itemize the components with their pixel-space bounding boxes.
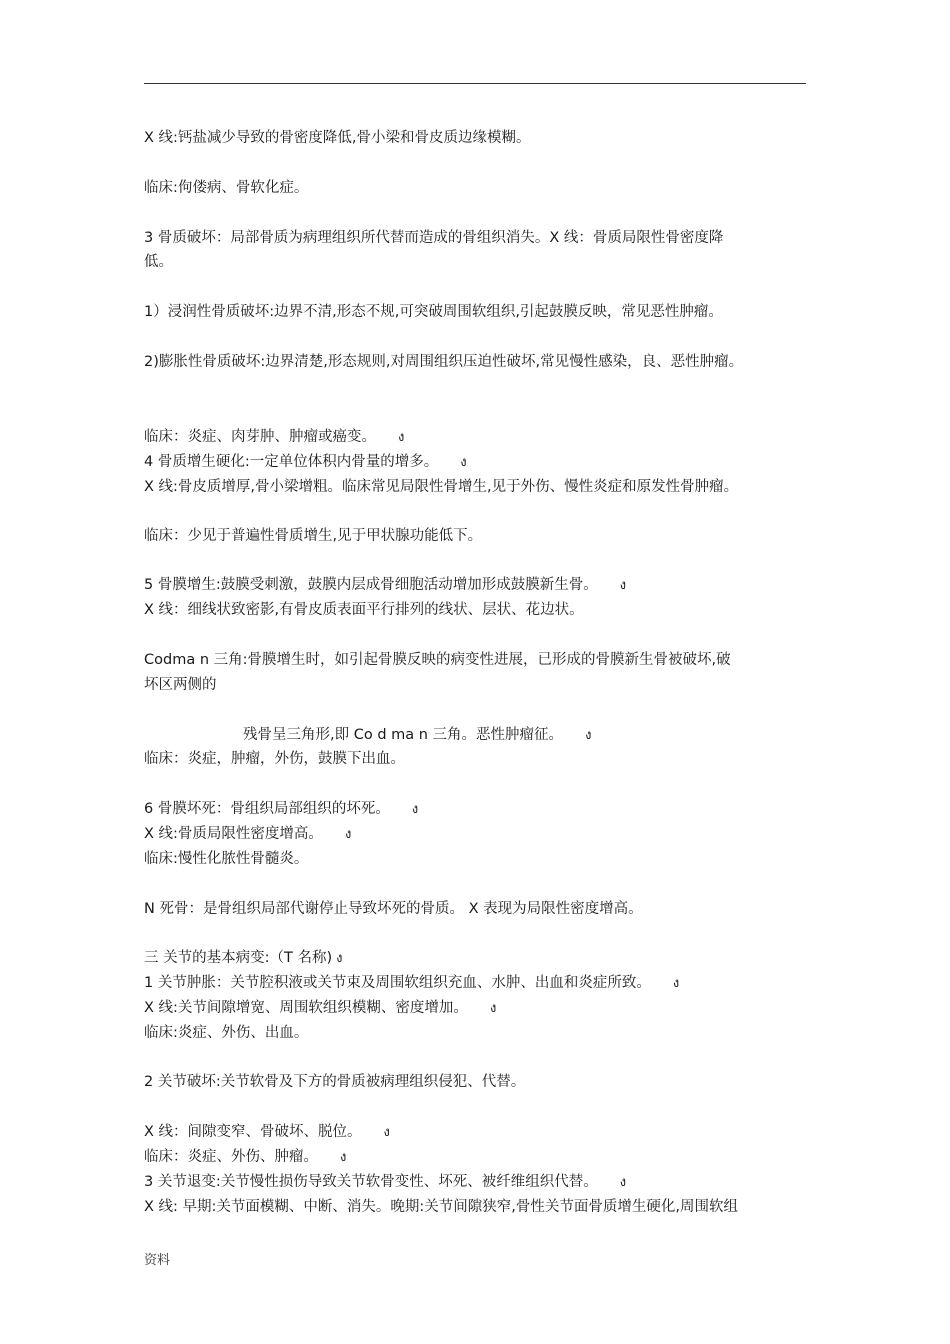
text-line: 临床：炎症、肉芽肿、肿瘤或癌变。 ง — [144, 429, 405, 445]
header-rule — [144, 83, 806, 84]
paragraph-mark: ง — [619, 578, 627, 593]
paragraph-mark: ง — [411, 802, 419, 817]
paragraph-mark: ง — [383, 1125, 390, 1140]
text-line: 1 关节肿胀：关节腔积液或关节束及周围软组织充血、水肿、出血和炎症所致。 ง — [144, 975, 680, 991]
text-line: X 线:骨质局限性密度增高。 ง — [144, 826, 352, 842]
page-footer: 资料 — [144, 1253, 171, 1268]
text-line: Codma n 三角:骨膜增生时，如引起骨膜反映的病变性进展，已形成的骨膜新生骨被破坏,破 — [144, 652, 731, 668]
text-line: N 死骨：是骨组织局部代谢停止导致坏死的骨质。 X 表现为局限性密度增高。 — [144, 901, 643, 917]
text-line: 3 关节退变:关节慢性损伤导致关节软骨变性、坏死、被纤维组织代替。 ง — [144, 1174, 627, 1190]
text-line: 残骨呈三角形,即 Co d ma n 三角。恶性肿瘤征。 ง — [243, 727, 592, 743]
text-line: 3 骨质破坏：局部骨质为病理组织所代替而造成的骨组织消失。X 线：骨质局限性骨密度降 — [144, 230, 724, 246]
text-line: 临床:慢性化脓性骨髓炎。 — [144, 851, 309, 867]
text-line: 临床:炎症、外伤、出血。 — [144, 1025, 309, 1041]
text-line: 临床：炎症、外伤、肿瘤。 ง — [144, 1149, 347, 1165]
text-line: 1）浸润性骨质破坏:边界不清,形态不规,可突破周围软组织,引起鼓膜反映，常见恶性肿瘤。 — [144, 304, 723, 320]
text-line: 2)膨胀性骨质破坏:边界清楚,形态规则,对周围组织压迫性破坏,常见慢性感染，良、恶性肿瘤。 — [144, 354, 744, 370]
paragraph-mark: ง — [398, 430, 405, 445]
text-line: 三 关节的基本病变:（T 名称) ง — [144, 950, 343, 966]
text-line: 6 骨膜坏死：骨组织局部组织的坏死。 ง — [144, 801, 419, 817]
text-line: 临床：炎症，肿瘤，外伤，鼓膜下出血。 — [144, 751, 405, 767]
text-line: X 线:关节间隙增宽、周围软组织模糊、密度增加。 ง — [144, 1000, 497, 1016]
text-line: X 线：间隙变窄、骨破坏、脱位。 ง — [144, 1124, 390, 1140]
paragraph-mark: ง — [460, 455, 467, 470]
text-line: X 线：细线状致密影,有骨皮质表面平行排列的线状、层状、花边状。 — [144, 602, 584, 618]
paragraph-mark: ง — [336, 951, 343, 966]
text-line: 坏区两侧的 — [144, 677, 217, 693]
text-line: 5 骨膜增生:鼓膜受刺激，鼓膜内层成骨细胞活动增加形成鼓膜新生骨。 ง — [144, 577, 627, 593]
text-line: 2 关节破坏:关节软骨及下方的骨质被病理组织侵犯、代替。 — [144, 1074, 526, 1090]
text-line: 低。 — [144, 254, 173, 270]
paragraph-mark: ง — [344, 827, 352, 842]
text-line: 4 骨质增生硬化:一定单位体积内骨量的增多。 ง — [144, 454, 467, 470]
paragraph-mark: ง — [672, 976, 680, 991]
text-line: 临床：少见于普遍性骨质增生,见于甲状腺功能低下。 — [144, 528, 483, 544]
paragraph-mark: ง — [340, 1150, 347, 1165]
text-line: X 线: 早期:关节面模糊、中断、消失。晚期:关节间隙狭窄,骨性关节面骨质增生硬化,周围软组 — [144, 1199, 739, 1215]
paragraph-mark: ง — [619, 1175, 627, 1190]
paragraph-mark: ง — [585, 728, 592, 743]
text-line: X 线:骨皮质增厚,骨小梁增粗。临床常见局限性骨增生,见于外伤、慢性炎症和原发性骨肿瘤。 — [144, 479, 739, 495]
paragraph-mark: ง — [489, 1001, 497, 1016]
text-line: 临床:佝偻病、骨软化症。 — [144, 180, 309, 196]
text-line: X 线:钙盐减少导致的骨密度降低,骨小梁和骨皮质边缘模糊。 — [144, 130, 531, 146]
